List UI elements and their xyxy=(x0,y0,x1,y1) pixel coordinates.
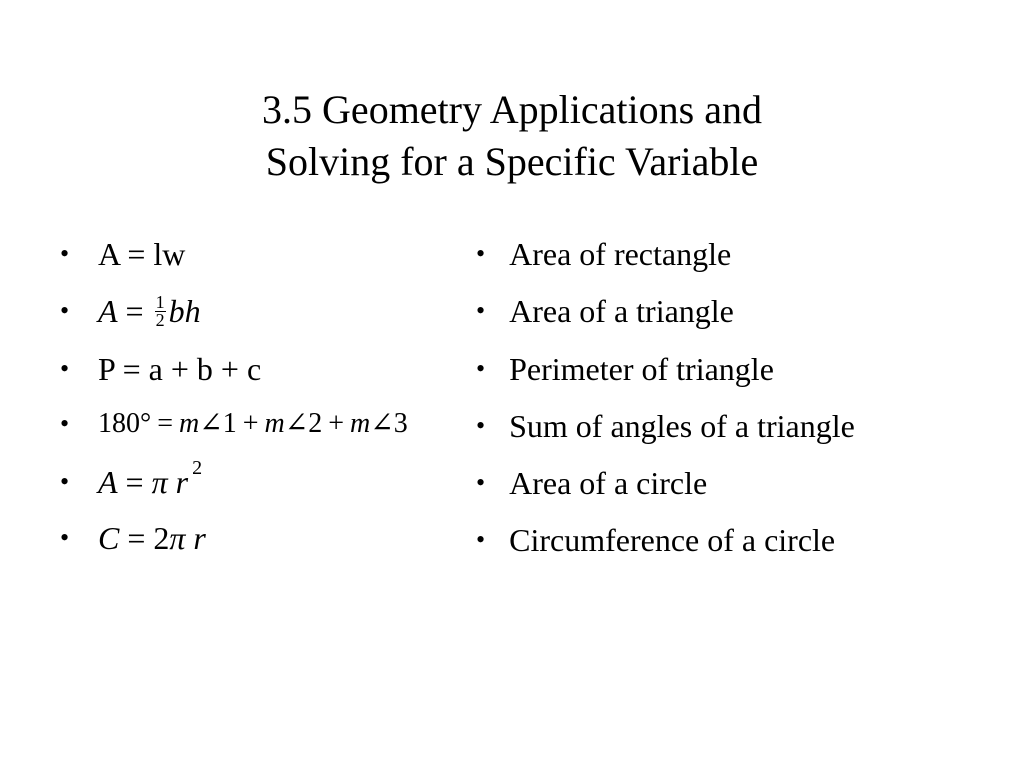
bullet-marker: • xyxy=(476,239,486,268)
bullet-marker: • xyxy=(476,411,486,440)
formula-operator: = xyxy=(127,520,146,556)
description-text: Sum of angles of a triangle xyxy=(509,408,855,444)
angle-icon: ∠ xyxy=(284,408,309,439)
formula-angle-sum xyxy=(98,406,408,442)
fraction-denominator: 2 xyxy=(155,309,165,330)
bullet-marker: • xyxy=(60,523,70,552)
formula-item-angle-sum xyxy=(60,406,408,442)
bullet-marker: • xyxy=(60,409,70,438)
formula-symbol: m xyxy=(264,408,285,439)
formula-exponent: 2 xyxy=(192,457,203,479)
bullet-marker: • xyxy=(476,354,486,383)
formula-item-triangle-perimeter xyxy=(60,351,261,387)
slide-title xyxy=(0,84,1024,188)
bullet-marker: • xyxy=(476,296,486,325)
fraction-one-half xyxy=(155,291,166,330)
formula-symbol: m xyxy=(350,408,371,439)
description-text: Area of a triangle xyxy=(509,293,734,329)
formula-symbol: A xyxy=(98,293,118,329)
formula-item-rectangle-area xyxy=(60,236,185,272)
fraction-numerator: 1 xyxy=(155,291,165,312)
formula-item-circle-area xyxy=(60,457,203,500)
description-item xyxy=(476,465,707,501)
description-text: Area of rectangle xyxy=(509,236,732,272)
bullet-marker: • xyxy=(60,467,70,496)
description-text: Circumference of a circle xyxy=(509,522,836,558)
formula-number: 2 xyxy=(153,520,170,556)
formula-symbol: C xyxy=(98,520,120,556)
slide-title-line-2: Solving for a Specific Variable xyxy=(265,139,759,184)
formula-symbol: bh xyxy=(168,293,201,329)
bullet-marker: • xyxy=(476,525,486,554)
bullet-marker: • xyxy=(60,239,70,268)
angle-icon: ∠ xyxy=(370,408,394,439)
formula-operator: = xyxy=(157,408,173,439)
formula-operator: + xyxy=(328,408,344,439)
formula-number: 3 xyxy=(393,408,408,439)
formula-symbol: r xyxy=(193,520,206,556)
formula-item-circle-circumference xyxy=(60,520,206,556)
formula-circle-area xyxy=(98,457,203,500)
description-item xyxy=(476,408,855,444)
bullet-marker: • xyxy=(476,468,486,497)
description-text: Area of a circle xyxy=(509,465,708,501)
angle-icon: ∠ xyxy=(199,408,223,439)
description-item xyxy=(476,293,734,329)
pi-symbol: π xyxy=(169,520,186,556)
formula-triangle-perimeter: P = a + b + c xyxy=(98,351,262,387)
description-text: Perimeter of triangle xyxy=(509,351,774,387)
formula-circle-circumference xyxy=(98,520,206,556)
description-item xyxy=(476,351,774,387)
slide-title-line-1: 3.5 Geometry Applications and xyxy=(262,87,762,132)
formula-symbol: A xyxy=(98,464,118,500)
formula-operator: = xyxy=(125,464,144,500)
pi-symbol: π xyxy=(151,464,168,500)
formula-number: 1 xyxy=(222,408,237,439)
formula-degrees: 180° xyxy=(98,408,152,439)
bullet-marker: • xyxy=(60,296,70,325)
formula-operator: = xyxy=(125,293,144,329)
description-item xyxy=(476,522,835,558)
formula-number: 2 xyxy=(308,408,323,439)
formula-symbol: r xyxy=(175,464,189,500)
formula-symbol: m xyxy=(179,408,200,439)
formula-rectangle-area: A = lw xyxy=(98,236,186,272)
formula-triangle-area xyxy=(98,293,201,329)
formula-operator: + xyxy=(242,408,259,439)
formula-item-triangle-area xyxy=(60,293,201,329)
description-item xyxy=(476,236,731,272)
bullet-marker: • xyxy=(60,354,70,383)
